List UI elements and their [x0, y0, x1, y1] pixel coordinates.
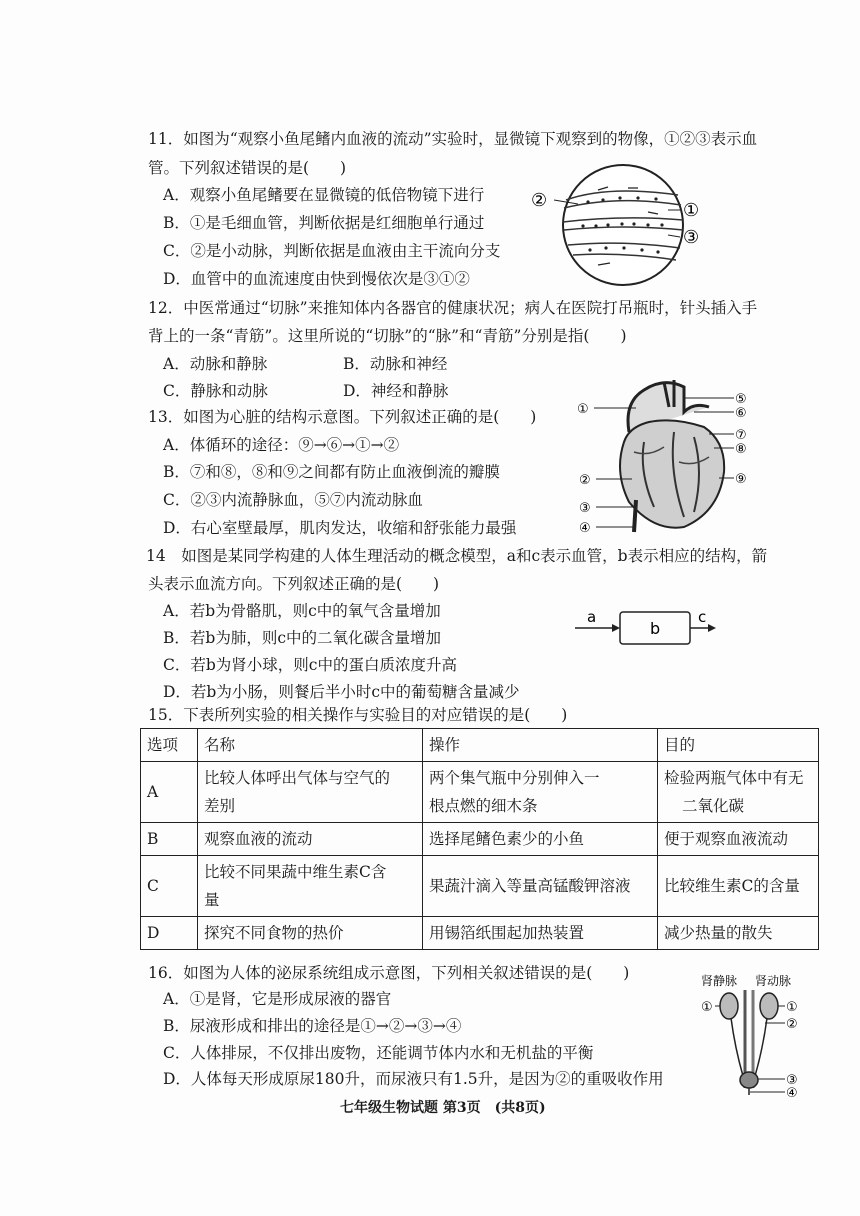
table-cell: 探究不同食物的热价	[198, 917, 423, 950]
cell-text: 量	[204, 891, 220, 909]
q13-fig-label-8: ⑧	[735, 442, 747, 457]
q11-fig-label-2: ②	[531, 190, 548, 211]
cell-text: 比较不同果蔬中维生素C含	[204, 863, 387, 881]
q13-fig-label-3: ③	[579, 501, 591, 516]
table-header-cell: 名称	[198, 729, 423, 762]
q14-option-d: D．若b为小肠，则餐后半小时c中的葡萄糖含量减少	[163, 683, 520, 701]
cell-text: 检验两瓶气体中有无	[664, 769, 804, 787]
q14-option-c: C．若b为肾小球，则c中的蛋白质浓度升高	[163, 656, 457, 674]
experiment-table	[140, 728, 819, 950]
q16-fig-label-1-right: ①	[786, 1000, 798, 1015]
table-row	[141, 856, 819, 917]
q15-stem: 15．下表所列实验的相关操作与实验目的对应错误的是( )	[148, 706, 568, 724]
q12-option-b: B．动脉和神经	[343, 355, 448, 373]
q11-stem-line1: 11．如图为“观察小鱼尾鳍内血液的流动”实验时，显微镜下观察到的物像，①②③表示血	[148, 130, 758, 148]
table-header-cell: 选项	[141, 729, 198, 762]
q13-fig-label-7: ⑦	[735, 428, 747, 443]
table-row	[141, 823, 819, 856]
q16-fig-label-3: ③	[786, 1073, 798, 1088]
q16-option-b: B．尿液形成和排出的途径是①→②→③→④	[163, 1017, 462, 1035]
cell-text: 二氧化碳	[682, 797, 745, 815]
q13-fig-label-5: ⑤	[735, 392, 747, 407]
q13-fig-label-4: ④	[579, 521, 591, 536]
cell-text: 两个集气瓶中分别伸入一	[429, 769, 600, 787]
q14-fig-label-b: b	[650, 619, 661, 638]
q14-option-b: B．若b为肺，则c中的二氧化碳含量增加	[163, 629, 441, 647]
q13-option-d: D．右心室壁最厚，肌肉发达，收缩和舒张能力最强	[163, 519, 517, 537]
q13-option-c: C．②③内流静脉血，⑤⑦内流动脉血	[163, 491, 423, 509]
table-cell: 减少热量的散失	[658, 917, 819, 950]
table-cell: 用锡箔纸围起加热装置	[423, 917, 658, 950]
q11-fig-label-3: ③	[683, 227, 700, 248]
q16-fig-label-4: ④	[786, 1086, 798, 1098]
table-cell: D	[141, 917, 198, 950]
urinary-system-figure	[697, 968, 827, 1098]
q12-option-d: D．神经和静脉	[343, 382, 449, 400]
page-footer: 七年级生物试题 第3页 (共8页)	[340, 1100, 546, 1116]
q11-option-a: A．观察小鱼尾鳍要在显微镜的低倍物镜下进行	[163, 186, 485, 204]
table-row	[141, 917, 819, 950]
q14-stem-line1: 14 如图是某同学构建的人体生理活动的概念模型，a和c表示血管，b表示相应的结构，箭	[146, 547, 768, 565]
q13-fig-label-1: ①	[577, 402, 589, 417]
q13-option-b: B．⑦和⑧，⑧和⑨之间都有防止血液倒流的瓣膜	[163, 463, 500, 481]
q16-stem: 16．如图为人体的泌尿系统组成示意图，下列相关叙述错误的是( )	[148, 964, 630, 982]
q11-option-c: C．②是小动脉，判断依据是血液由主干流向分支	[163, 242, 501, 260]
fish-tail-microscope-figure	[528, 160, 718, 290]
q13-stem: 13．如图为心脏的结构示意图。下列叙述正确的是( )	[148, 408, 537, 426]
q12-option-c: C．静脉和动脉	[163, 382, 268, 400]
cell-text: 比较人体呼出气体与空气的	[204, 769, 391, 787]
q12-stem-line2: 背上的一条“青筋”。这里所说的“切脉”的“脉”和“青筋”分别是指( )	[148, 327, 627, 345]
q13-fig-label-6: ⑥	[735, 406, 747, 421]
q14-option-a: A．若b为骨骼肌，则c中的氧气含量增加	[163, 602, 441, 620]
table-cell: 果蔬汁滴入等量高锰酸钾溶液	[423, 856, 658, 917]
table-header-cell: 目的	[658, 729, 819, 762]
q16-fig-label-2: ②	[786, 1017, 798, 1032]
table-cell: 观察血液的流动	[198, 823, 423, 856]
table-cell	[198, 856, 423, 917]
q11-option-d: D．血管中的血流速度由快到慢依次是③①②	[163, 270, 470, 288]
q12-option-a: A．动脉和静脉	[163, 355, 268, 373]
table-header-row	[141, 729, 819, 762]
q12-stem-line1: 12．中医常通过“切脉”来推知体内各器官的健康状况；病人在医院打吊瓶时，针头插入手	[148, 299, 758, 317]
q16-option-a: A．①是肾，它是形成尿液的器官	[163, 990, 392, 1008]
q16-fig-label-vein: 肾静脉	[701, 974, 738, 988]
table-cell: B	[141, 823, 198, 856]
table-cell	[423, 762, 658, 823]
concept-model-figure	[570, 602, 720, 652]
q16-option-d: D．人体每天形成原尿180升，而尿液只有1.5升，是因为②的重吸收作用	[163, 1070, 664, 1088]
q14-fig-label-a: a	[587, 608, 597, 626]
q13-option-a: A．体循环的途径：⑨→⑥→①→②	[163, 436, 400, 454]
q16-option-c: C．人体排尿，不仅排出废物，还能调节体内水和无机盐的平衡	[163, 1044, 594, 1062]
q14-stem-line2: 头表示血流方向。下列叙述正确的是( )	[148, 575, 440, 593]
heart-structure-figure	[574, 372, 754, 542]
q11-option-b: B．①是毛细血管，判断依据是红细胞单行通过	[163, 214, 485, 232]
cell-text: 差别	[204, 797, 236, 815]
table-cell: 便于观察血液流动	[658, 823, 819, 856]
q11-stem-line2: 管。下列叙述错误的是( )	[148, 159, 347, 177]
table-row	[141, 762, 819, 823]
q16-fig-label-1-left: ①	[701, 1000, 713, 1015]
table-cell: 选择尾鳍色素少的小鱼	[423, 823, 658, 856]
table-header-cell: 操作	[423, 729, 658, 762]
table-cell: 比较维生素C的含量	[658, 856, 819, 917]
cell-text: 根点燃的细木条	[429, 797, 538, 815]
q14-fig-label-c: c	[698, 608, 707, 626]
q13-fig-label-9: ⑨	[735, 472, 747, 487]
q11-fig-label-1: ①	[683, 200, 700, 221]
q13-fig-label-2: ②	[579, 473, 591, 488]
table-cell	[658, 762, 819, 823]
q16-fig-label-artery: 肾动脉	[755, 974, 792, 988]
table-cell: A	[141, 762, 198, 823]
table-cell: C	[141, 856, 198, 917]
table-cell	[198, 762, 423, 823]
